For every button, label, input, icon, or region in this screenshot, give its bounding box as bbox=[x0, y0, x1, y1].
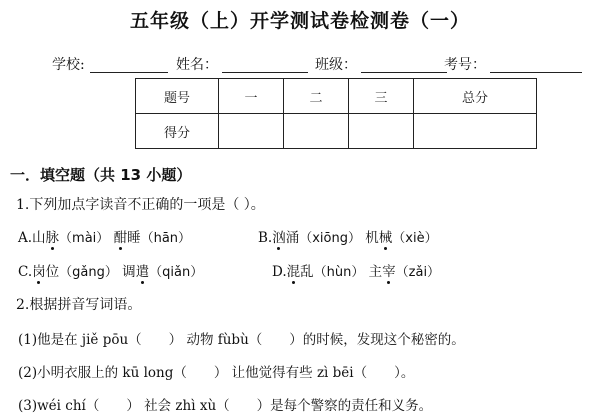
option-d-word2-char1: 主 bbox=[368, 264, 383, 280]
option-b-word1-char2: 涌 bbox=[285, 230, 300, 246]
option-d-pinyin1: （hùn） bbox=[313, 265, 365, 280]
option-d-pinyin2: （zǎi） bbox=[395, 265, 441, 280]
option-a-pinyin2: （hān） bbox=[140, 231, 192, 246]
score-cell-1[interactable] bbox=[219, 114, 284, 149]
option-b-word2-char1: 机 bbox=[365, 230, 379, 246]
student-info-row bbox=[52, 52, 582, 74]
score-table-score-row bbox=[136, 114, 537, 149]
header-cell-question-no: 题号 bbox=[136, 79, 219, 114]
option-d-word1-char2: 乱 bbox=[300, 264, 314, 280]
question-1-option-a[interactable] bbox=[18, 226, 191, 246]
score-cell-3[interactable] bbox=[349, 114, 414, 149]
question-1-stem: 1.下列加点字读音不正确的一项是（ ）。 bbox=[16, 197, 265, 213]
school-label: 学校: bbox=[52, 57, 85, 73]
option-c-word2-char1: 调 bbox=[122, 264, 136, 280]
question-2-line-1: (1)他是在 jiě pōu（ ） 动物 fùbù（ ）的时候，发现这个秘密的。 bbox=[18, 332, 465, 348]
option-b-prefix: B. bbox=[258, 230, 273, 246]
exam-no-field[interactable] bbox=[490, 72, 582, 73]
question-2-line-2: (2)小明衣服上的 kū long（ ） 让他觉得有些 zì bēi（ ）。 bbox=[18, 365, 415, 381]
option-b-pinyin2: （xiè） bbox=[392, 231, 438, 246]
option-c-word1-char2: 位 bbox=[45, 264, 60, 280]
question-2-stem: 2.根据拼音写词语。 bbox=[16, 297, 142, 313]
class-label: 班级： bbox=[315, 57, 357, 73]
name-label: 姓名： bbox=[176, 57, 218, 73]
name-field[interactable] bbox=[222, 72, 308, 73]
question-1-option-b[interactable] bbox=[258, 226, 438, 246]
option-a-pinyin1: （mài） bbox=[59, 231, 110, 246]
option-a-prefix: A. bbox=[18, 230, 33, 246]
option-c-prefix: C. bbox=[18, 264, 33, 280]
option-c-word2-dotted-char: 遣 bbox=[136, 260, 150, 280]
option-d-prefix: D. bbox=[272, 264, 287, 280]
option-c-pinyin1: （gǎng） bbox=[59, 265, 118, 280]
score-table bbox=[135, 78, 537, 149]
score-cell-2[interactable] bbox=[284, 114, 349, 149]
header-cell-2: 二 bbox=[284, 79, 349, 114]
score-cell-total[interactable] bbox=[414, 114, 537, 149]
exam-no-label: 考号： bbox=[444, 57, 486, 73]
option-a-word1-dotted-char: 脉 bbox=[46, 226, 60, 246]
header-cell-3: 三 bbox=[349, 79, 414, 114]
section-heading-fill-blank: 一．填空题（共 13 小题） bbox=[10, 166, 192, 184]
school-field[interactable] bbox=[90, 72, 168, 73]
score-table-header-row bbox=[136, 79, 537, 114]
option-b-pinyin1: （xiōng） bbox=[299, 231, 361, 246]
header-cell-total: 总分 bbox=[414, 79, 537, 114]
option-a-word2-dotted-char: 酣 bbox=[114, 226, 128, 246]
option-d-word2-dotted-char: 宰 bbox=[382, 260, 396, 280]
question-2-line-3: (3)wéi chí（ ） 社会 zhì xù（ ）是每个警察的责任和义务。 bbox=[18, 398, 433, 414]
option-c-word1-dotted-char: 岗 bbox=[32, 260, 46, 280]
option-a-word1-char1: 山 bbox=[32, 230, 46, 246]
option-b-word1-dotted-char: 汹 bbox=[272, 226, 286, 246]
option-c-pinyin2: （qiǎn） bbox=[149, 265, 204, 280]
exam-title: 五年级（上）开学测试卷检测卷（一） bbox=[129, 10, 470, 32]
option-d-word1-dotted-char: 混 bbox=[287, 260, 301, 280]
option-b-word2-dotted-char: 械 bbox=[379, 226, 393, 246]
question-1-option-c[interactable] bbox=[18, 260, 203, 280]
class-field[interactable] bbox=[361, 72, 447, 73]
question-1-option-d[interactable] bbox=[272, 260, 440, 280]
score-row-label: 得分 bbox=[136, 114, 219, 149]
header-cell-1: 一 bbox=[219, 79, 284, 114]
option-a-word2-char2: 睡 bbox=[127, 230, 141, 246]
